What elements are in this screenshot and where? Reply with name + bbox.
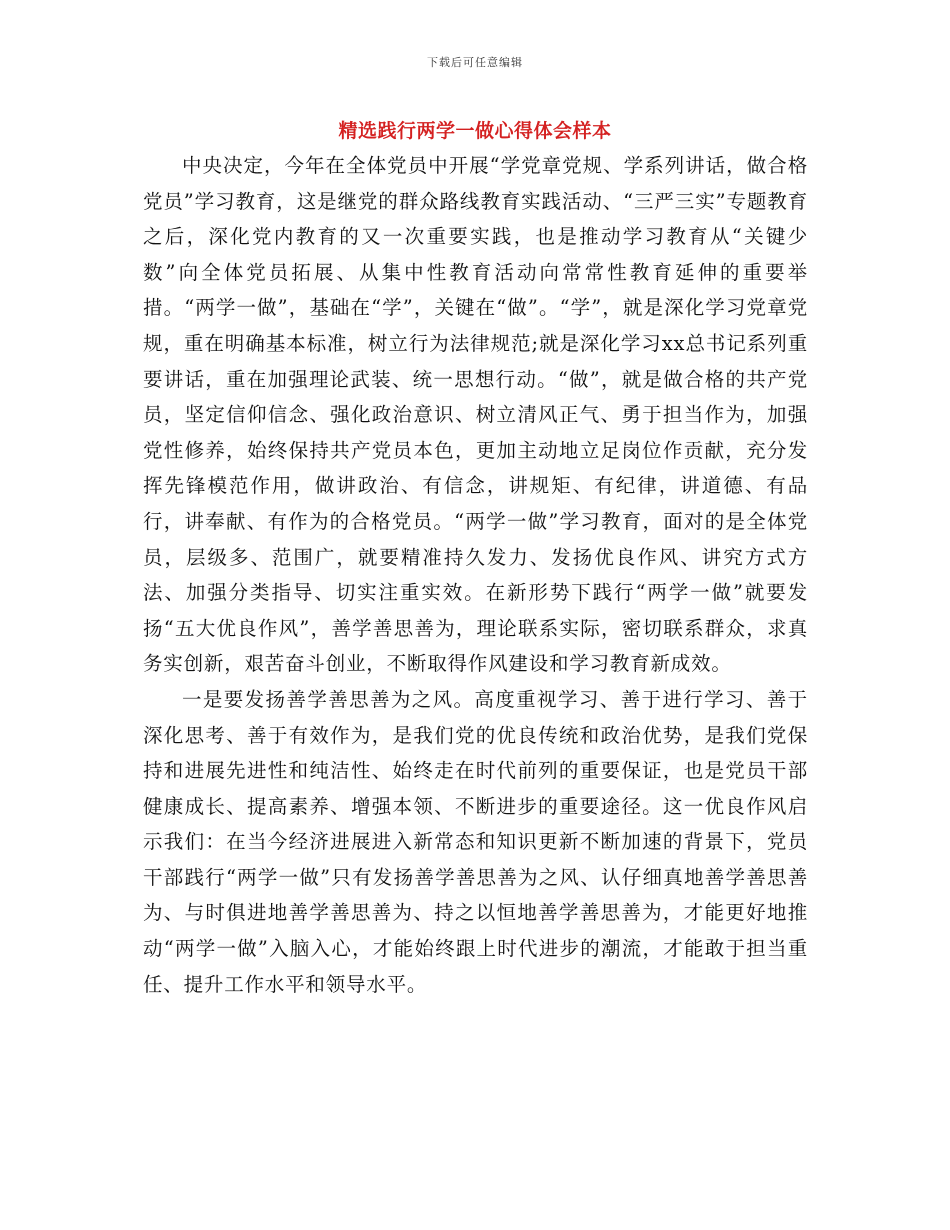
paragraph: 一是要发扬善学善思善为之风。高度重视学习、善于进行学习、善于深化思考、善于有效作为，是我们党的优良传统和政治优势，是我们党保持和进展先进性和纯洁性、始终走在时代前列的重要保证，也是党员干部健康成长、提高素养、增强本领、不断进步的重要途径。这一优良作风启示我们：在当今经济进展进入新常态和知识更新不断加速的背景下，党员干部践行“两学一做”只有发扬善学善思善为之风、认仔细真地善学善思善为、与时俱进地善学善思善为、持之以恒地善学善思善为，才能更好地推动“两学一做”入脑入心，才能始终跟上时代进步的潮流，才能敢于担当重任、提升工作水平和领导水平。 [143, 687, 808, 996]
paragraph: 中央决定，今年在全体党员中开展“学党章党规、学系列讲话，做合格党员”学习教育，这是继党的群众路线教育实践活动、“三严三实”专题教育之后，深化党内教育的又一次重要实践，也是推动学习教育从“关键少数”向全体党员拓展、从集中性教育活动向常常性教育延伸的重要举措。“两学一做”，基础在“学”，关键在“做”。“学”，就是深化学习党章党规，重在明确基本标准，树立行为法律规范;就是深化学习xx总书记系列重要讲话，重在加强理论武装、统一思想行动。“做”，就是做合格的共产党员，坚定信仰信念、强化政治意识、树立清风正气、勇于担当作为，加强党性修养，始终保持共产党员本色，更加主动地立足岗位作贡献，充分发挥先锋模范作用，做讲政治、有信念，讲规矩、有纪律，讲道德、有品行，讲奉献、有作为的合格党员。“两学一做”学习教育，面对的是全体党员，层级多、范围广，就要精准持久发力、发扬优良作风、讲究方式方法、加强分类指导、切实注重实效。在新形势下践行“两学一做”就要发扬“五大优良作风”，善学善思善为，理论联系实际，密切联系群众，求真务实创新，艰苦奋斗创业，不断取得作风建设和学习教育新成效。 [143, 154, 808, 676]
document-title: 精选践行两学一做心得体会样本 [338, 120, 612, 142]
document-body [143, 148, 808, 1002]
page-header: 下载后可任意编辑 [427, 56, 523, 69]
